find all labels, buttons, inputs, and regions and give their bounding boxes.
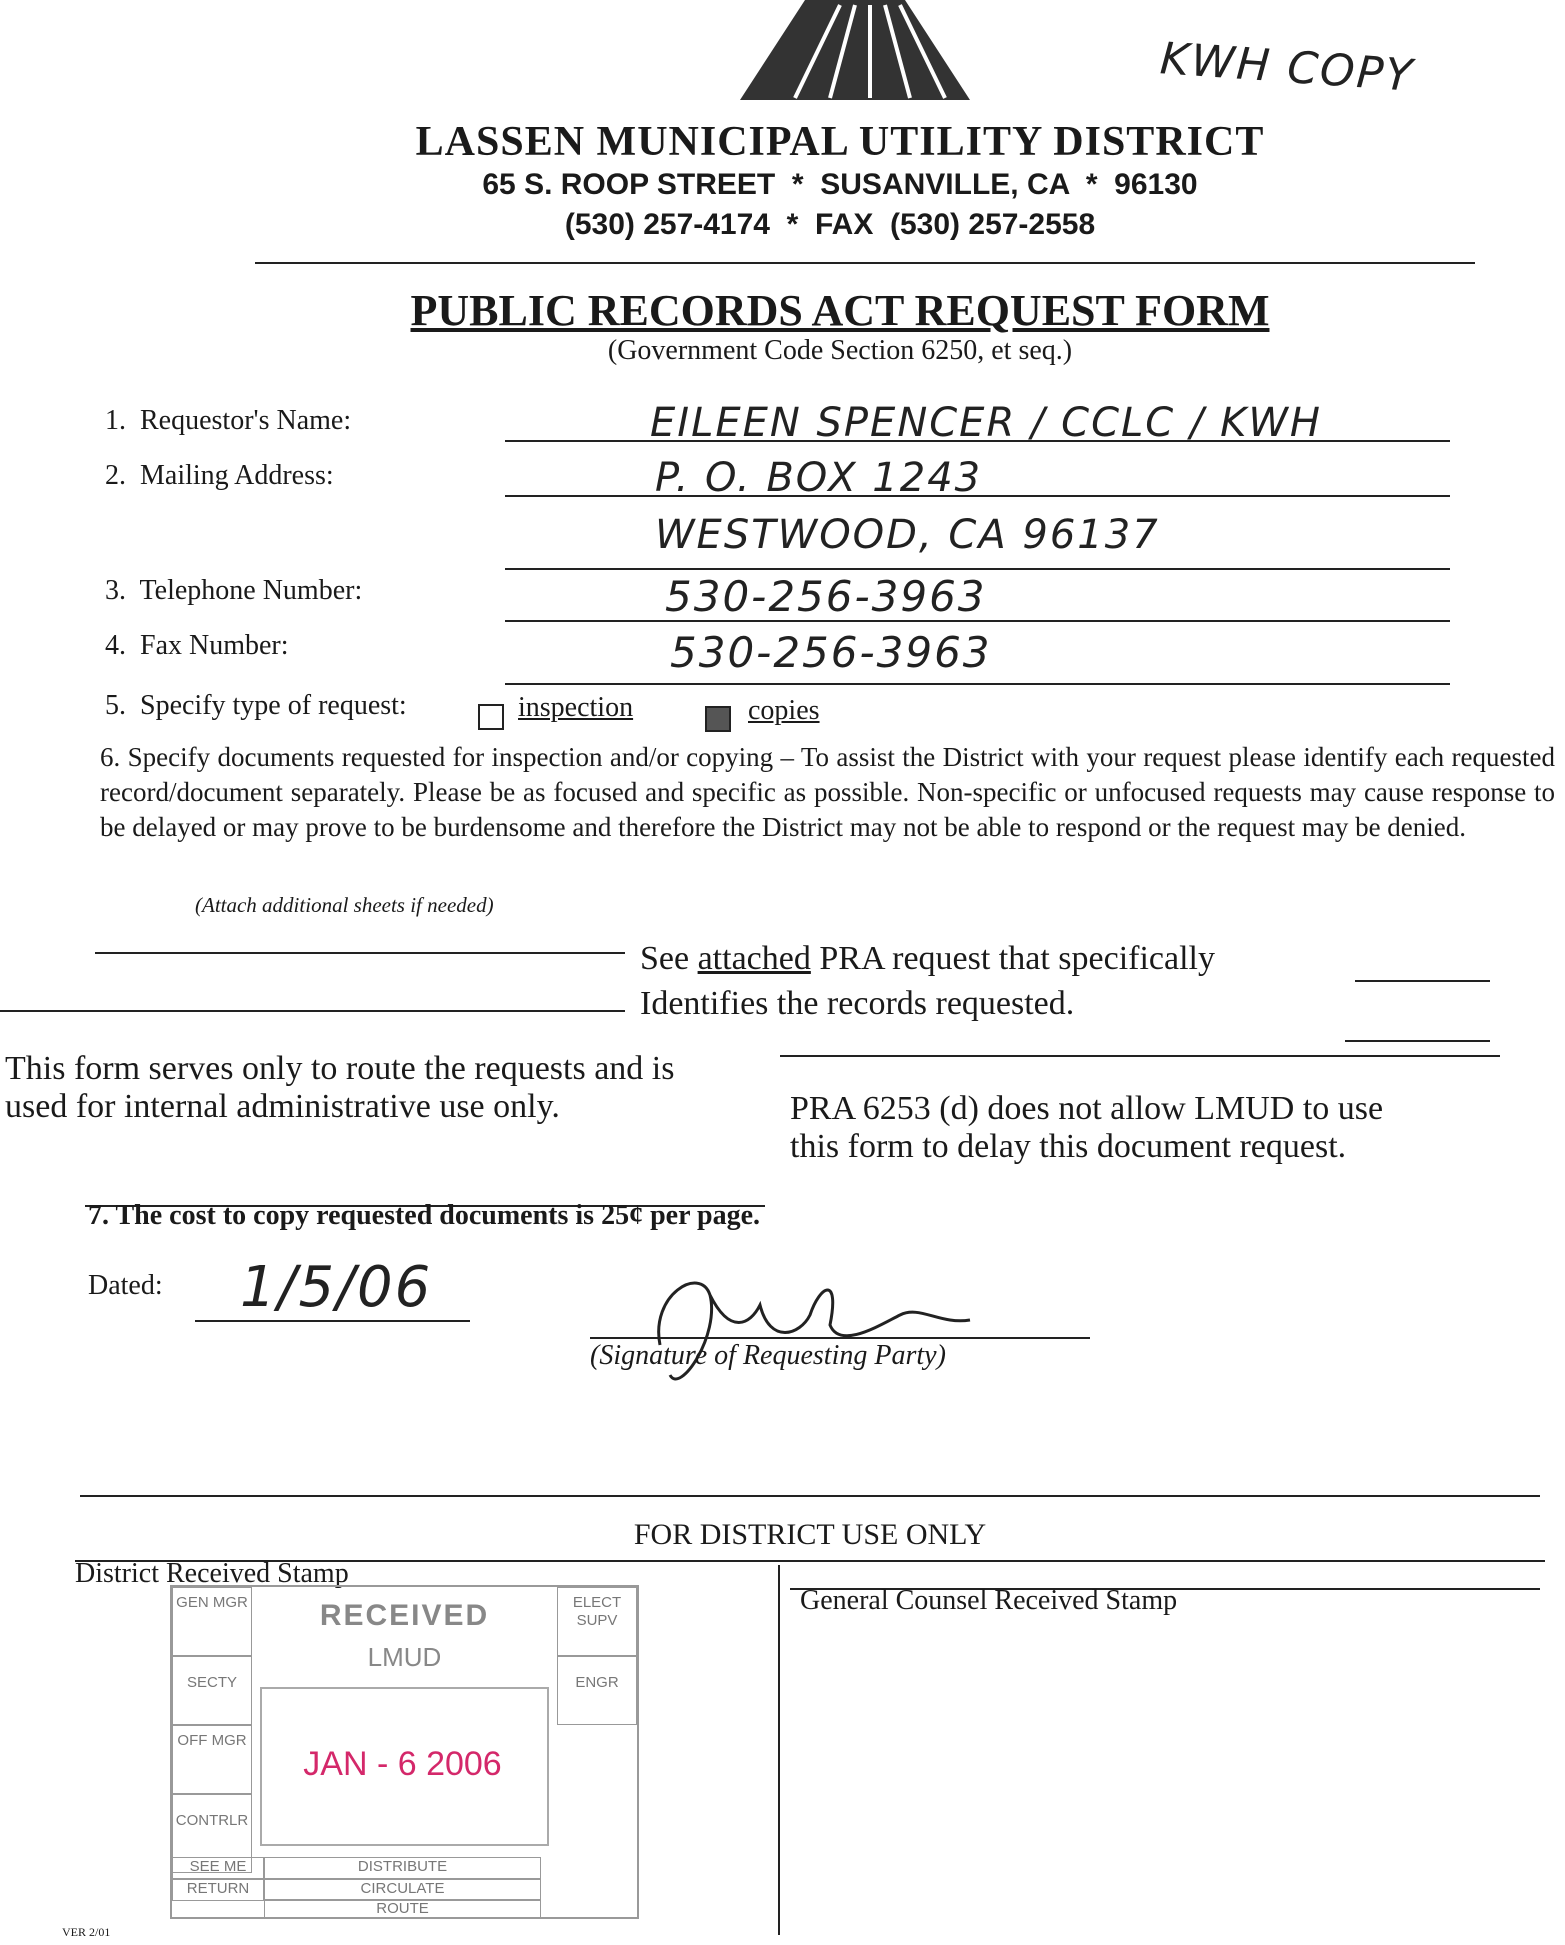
- copies-option-label: copies: [748, 695, 820, 726]
- attached-post: PRA request that specifically: [810, 940, 1215, 977]
- internal-use-note: This form serves only to route the requests and is used for internal administrative use only.: [5, 1050, 675, 1125]
- org-phone: (530) 257-4174 * FAX (530) 257-2558: [564, 208, 1096, 241]
- stamp-cell-engr: ENGR: [557, 1655, 637, 1725]
- pra-note: PRA 6253 (d) does not allow LMUD to use this form to delay this document request.: [790, 1090, 1384, 1165]
- inspection-option-label: inspection: [518, 692, 634, 723]
- stamp-row-return: RETURN: [172, 1879, 264, 1901]
- handwritten-copy-note: KWH COPY: [1158, 33, 1416, 102]
- mailing-address-value-1[interactable]: P. O. BOX 1243: [655, 455, 983, 501]
- district-column-divider: [778, 1565, 780, 1935]
- signature-caption: (Signature of Requesting Party): [590, 1340, 946, 1371]
- stamp-row-see-me: SEE ME: [172, 1857, 264, 1879]
- stamp-cell-gen-mgr: GEN MGR: [172, 1587, 252, 1657]
- district-use-title: FOR DISTRICT USE ONLY: [633, 1518, 987, 1551]
- dated-line: [195, 1320, 470, 1322]
- fax-line: [505, 683, 1450, 685]
- doc-line-5: [780, 1055, 1500, 1057]
- mailing-address-value-2[interactable]: WESTWOOD, CA 96137: [655, 512, 1160, 558]
- form-subtitle: (Government Code Section 6250, et seq.): [607, 335, 1073, 366]
- org-name: LASSEN MUNICIPAL UTILITY DISTRICT: [415, 119, 1265, 165]
- signature: [640, 1255, 1020, 1405]
- requestor-name-label: 1. Requestor's Name:: [105, 405, 352, 436]
- form-version-code: VER 2/01: [62, 1925, 111, 1939]
- inspection-checkbox[interactable]: [478, 704, 504, 730]
- attached-pre: See: [640, 940, 698, 977]
- district-divider-top: [80, 1495, 1540, 1497]
- stamp-org-text: LMUD: [367, 1642, 442, 1672]
- attached-text-line-1: [640, 940, 1215, 978]
- counsel-received-stamp-label: General Counsel Received Stamp: [800, 1585, 1178, 1616]
- stamp-row-circulate: CIRCULATE: [264, 1879, 541, 1901]
- item6-instructions: 6. Specify documents requested for inspection and/or copying – To assist the District with your request please identify each requested record/document separately. Please be as focused and specific as possible. Non-specific or unfocused requests may cause response to be delayed or may prove to be burdensome and therefore the District may not be able to respond or the request may be denied.: [100, 742, 1555, 842]
- stamp-date-text: JAN - 6 2006: [303, 1745, 502, 1783]
- doc-line-3: [1355, 980, 1490, 982]
- stamp-row-distribute: DISTRIBUTE: [264, 1857, 541, 1879]
- stamp-cell-secty: SECTY: [172, 1655, 252, 1725]
- stamp-cell-off-mgr: OFF MGR: [172, 1725, 252, 1795]
- stamp-cell-elect-supv: ELECT SUPV: [557, 1587, 637, 1657]
- requestor-name-value[interactable]: EILEEN SPENCER / CCLC / KWH: [650, 400, 1322, 446]
- stamp-received-text: RECEIVED: [319, 1599, 490, 1632]
- dated-label: Dated:: [88, 1270, 163, 1301]
- attached-text-line-2: Identifies the records requested.: [640, 985, 1075, 1022]
- attach-note: (Attach additional sheets if needed): [195, 893, 494, 917]
- attached-link: attached: [697, 940, 811, 977]
- doc-line-1: [95, 952, 625, 954]
- telephone-line: [505, 620, 1450, 622]
- fax-label: 4. Fax Number:: [105, 630, 289, 661]
- stamp-cell-contrlr: CONTRLR: [172, 1793, 252, 1873]
- signature-line: [590, 1337, 1090, 1339]
- form-title: PUBLIC RECORDS ACT REQUEST FORM: [410, 286, 1270, 335]
- requestor-name-line: [505, 440, 1450, 442]
- telephone-value[interactable]: 530-256-3963: [665, 572, 987, 621]
- mailing-address-label: 2. Mailing Address:: [105, 460, 334, 491]
- district-logo: [720, 0, 990, 110]
- received-stamp: [170, 1585, 639, 1919]
- request-type-label: 5. Specify type of request:: [105, 690, 407, 721]
- doc-line-2: [0, 1010, 625, 1012]
- doc-line-4: [1345, 1040, 1490, 1042]
- district-received-stamp-label: District Received Stamp: [75, 1558, 349, 1589]
- org-address: 65 S. ROOP STREET * SUSANVILLE, CA * 96130: [482, 168, 1198, 201]
- copies-checkbox[interactable]: [705, 706, 731, 732]
- telephone-label: 3. Telephone Number:: [105, 575, 363, 606]
- fax-value[interactable]: 530-256-3963: [670, 628, 992, 677]
- cost-text: 7. The cost to copy requested documents is 25¢ per page.: [88, 1200, 760, 1231]
- mailing-address-line-1: [505, 495, 1450, 497]
- mailing-address-line-2: [505, 568, 1450, 570]
- dated-value[interactable]: 1/5/06: [240, 1255, 433, 1320]
- stamp-row-route: ROUTE: [264, 1899, 541, 1919]
- header-divider: [255, 262, 1475, 264]
